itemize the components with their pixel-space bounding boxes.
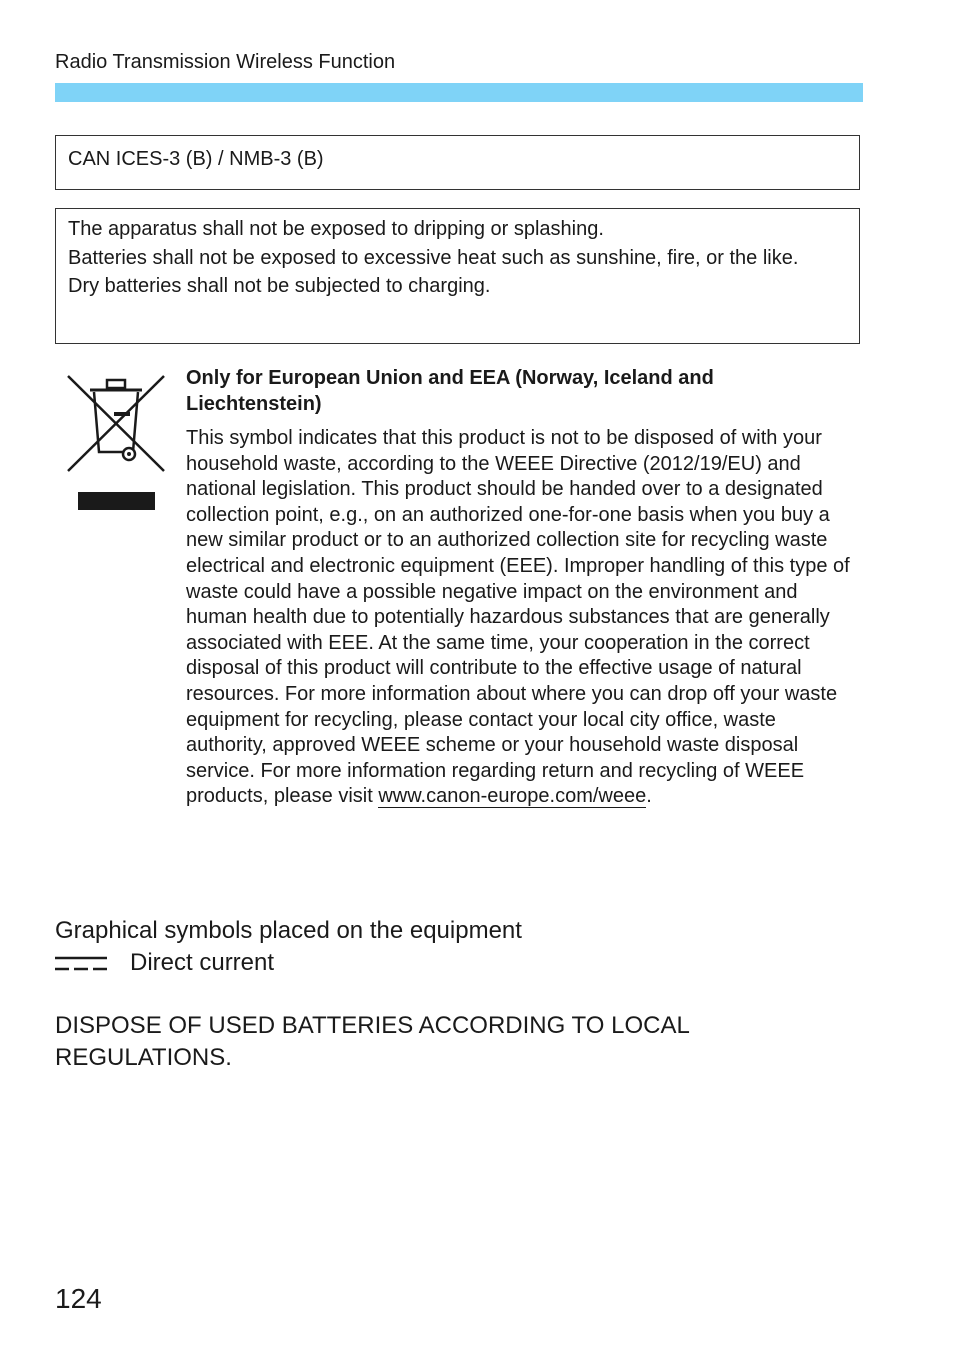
symbols-heading: Graphical symbols placed on the equipment — [55, 917, 522, 944]
dispose-notice: DISPOSE OF USED BATTERIES ACCORDING TO LOCAL REGULATIONS. — [55, 1012, 689, 1071]
page-number: 124 — [55, 1283, 102, 1314]
direct-current-label: Direct current — [130, 949, 275, 976]
weee-link[interactable]: www.canon-europe.com/weee — [378, 785, 647, 808]
direct-current-icon — [55, 955, 107, 973]
safety-line-1: The apparatus shall not be exposed to dripping or splashing. — [68, 218, 604, 240]
weee-heading: Only for European Union and EEA (Norway, Iceland and Liechtenstein) — [186, 367, 714, 415]
page-header-title: Radio Transmission Wireless Function — [55, 51, 396, 73]
weee-link-suffix: . — [646, 785, 652, 808]
ices-text: CAN ICES-3 (B) / NMB-3 (B) — [68, 148, 324, 170]
header-accent-bar — [55, 83, 863, 102]
notice-box-ices — [55, 135, 860, 190]
notice-box-safety — [55, 208, 860, 344]
crossed-out-wheelie-bin-icon — [66, 374, 166, 474]
safety-line-2: Batteries shall not be exposed to excessive heat such as sunshine, fire, or the like. — [68, 246, 799, 269]
weee-body-text: This symbol indicates that this product is not to be disposed of with your household waste, according to the WEEE Directive (2012/19/EU) and national legislation. This product should be handed over to a designated collection point, e.g., on an authorized one-for-one basis when you buy a new similar product or to an authorized collection site for recycling waste electrical and electronic equipment (EEE). Improper handling of this type of waste could have a possible negative impact on the environment and human health due to potentially hazardous substances that are generally associated with EEE. At the same time, your cooperation in the correct disposal of this product will contribute to the effective usage of natural resources. For more information about where you can drop off your waste equipment for recycling, please contact your local city office, waste authority, approved WEEE scheme or your household waste disposal service. For more information regarding return and recycling of WEEE products, please visit — [186, 427, 850, 808]
safety-line-3: Dry batteries shall not be subjected to charging. — [68, 275, 491, 297]
weee-marking-bar — [78, 492, 155, 510]
weee-body — [186, 426, 851, 810]
